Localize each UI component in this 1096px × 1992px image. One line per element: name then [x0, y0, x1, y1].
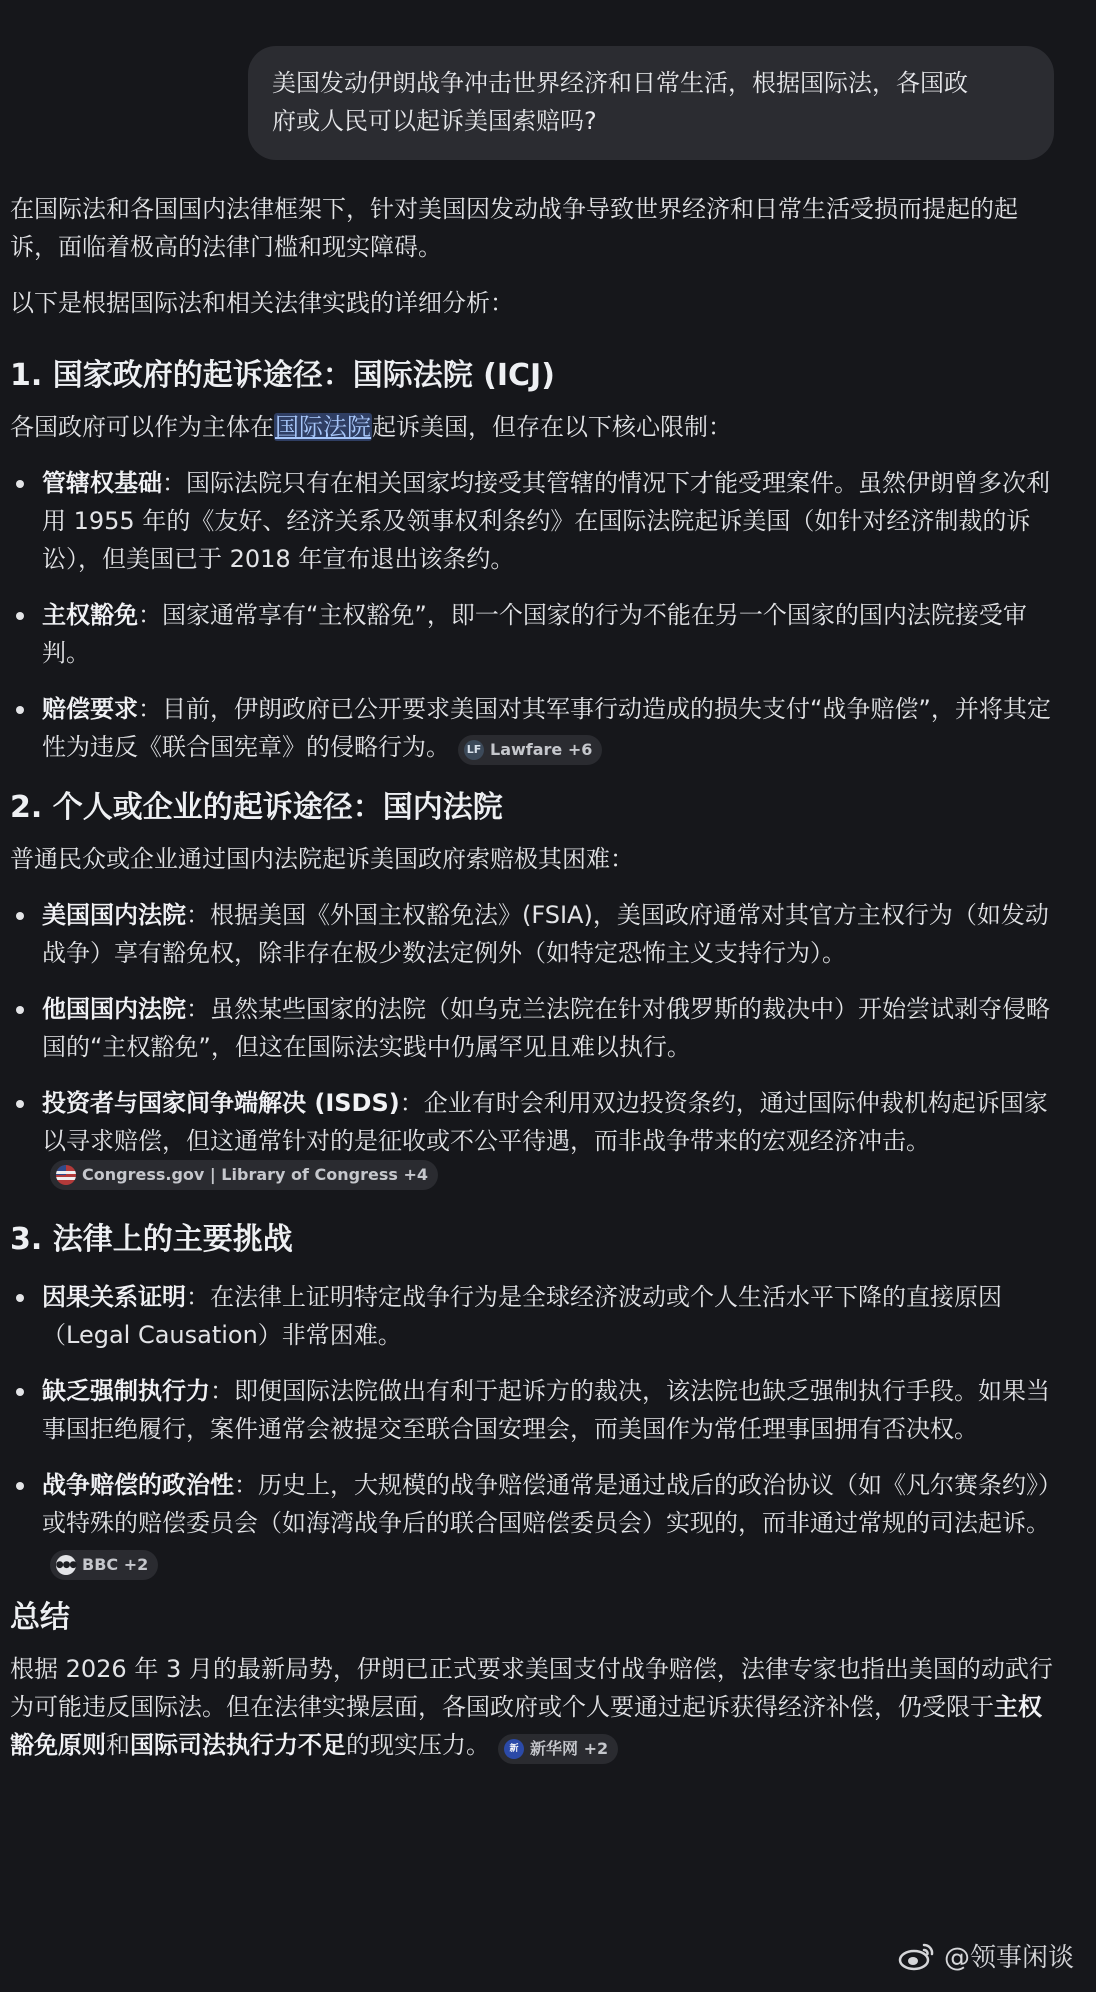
item-term: 投资者与国家间争端解决 (ISDS) [42, 1089, 400, 1117]
list-item [10, 596, 1060, 672]
item-term: 因果关系证明 [42, 1283, 186, 1311]
icj-link[interactable]: 国际法院 [275, 413, 371, 441]
summary-bold-1: 主权豁免原则 [10, 1693, 1042, 1759]
section-2-list [10, 896, 1060, 1198]
source-chip-label: 新华网 +2 [530, 1739, 609, 1758]
user-message-line-2: 府或人民可以起诉美国索赔吗? [272, 107, 597, 135]
source-chip-lawfare[interactable] [458, 735, 602, 765]
list-item [10, 990, 1060, 1066]
item-term: 他国国内法院 [42, 995, 186, 1023]
section-1-intro-before: 各国政府可以作为主体在 [10, 413, 274, 441]
item-text: ：根据美国《外国主权豁免法》(FSIA)，美国政府通常对其官方主权行为（如发动战争）享有豁免权，除非存在极少数法定例外（如特定恐怖主义支持行为）。 [42, 901, 1049, 967]
item-term: 战争赔偿的政治性 [42, 1471, 234, 1499]
source-chip-xinhua[interactable] [498, 1734, 618, 1764]
us-flag-icon [56, 1165, 76, 1185]
section-1-intro [10, 408, 1060, 446]
bbc-icon: ●●● [56, 1555, 76, 1575]
item-text: ：国际法院只有在相关国家均接受其管辖的情况下才能受理案件。虽然伊朗曾多次利用 1955 年的《友好、经济关系及领事权利条约》在国际法院起诉美国（如针对经济制裁的诉讼），但美国已于 2018 年宣布退出该条约。 [42, 469, 1050, 573]
section-2-intro: 普通民众或企业通过国内法院起诉美国政府索赔极其困难： [10, 845, 634, 873]
source-chip-label: Congress.gov | Library of Congress +4 [82, 1165, 429, 1184]
item-term: 缺乏强制执行力 [42, 1377, 210, 1405]
summary-bold-2: 国际司法执行力不足 [130, 1731, 346, 1759]
analysis-intro: 以下是根据国际法和相关法律实践的详细分析： [10, 289, 514, 317]
watermark-text: @领事闲谈 [943, 1943, 1074, 1973]
section-3-list [10, 1278, 1060, 1580]
assistant-response [10, 190, 1060, 1764]
weibo-icon [898, 1941, 936, 1971]
summary-paragraph [10, 1650, 1060, 1764]
xinhua-icon: 新 [504, 1739, 524, 1759]
section-1-intro-after: 起诉美国，但存在以下核心限制： [372, 413, 732, 441]
lawfare-icon: LF [464, 740, 484, 760]
summary-text-before: 根据 2026 年 3 月的最新局势，伊朗已正式要求美国支付战争赔偿，法律专家也指出美国的动武行为可能违反国际法。但在法律实操层面，各国政府或个人要通过起诉获得经济补偿，仍受限于 [10, 1655, 1053, 1721]
list-item [10, 464, 1060, 578]
item-text: ：国家通常享有“主权豁免”，即一个国家的行为不能在另一个国家的国内法院接受审判。 [42, 601, 1027, 667]
item-term: 管辖权基础 [42, 469, 162, 497]
source-chip-bbc[interactable] [50, 1550, 158, 1580]
user-message-line-1: 美国发动伊朗战争冲击世界经济和日常生活，根据国际法，各国政 [272, 69, 968, 97]
list-item [10, 1372, 1060, 1448]
list-item [10, 690, 1060, 766]
item-term: 美国国内法院 [42, 901, 186, 929]
source-chip-label: BBC +2 [82, 1555, 149, 1574]
item-text: ：企业有时会利用双边投资条约，通过国际仲裁机构起诉国家以寻求赔偿，但这通常针对的是征收或不公平待遇，而非战争带来的宏观经济冲击。 [42, 1089, 1048, 1155]
list-item [10, 1466, 1060, 1580]
intro-paragraph: 在国际法和各国国内法律框架下，针对美国因发动战争导致世界经济和日常生活受损而提起的起诉，面临着极高的法律门槛和现实障碍。 [10, 195, 1018, 261]
item-text: ：历史上，大规模的战争赔偿通常是通过战后的政治协议（如《凡尔赛条约》）或特殊的赔偿委员会（如海湾战争后的联合国赔偿委员会）实现的，而非通过常规的司法起诉。 [42, 1471, 1050, 1537]
item-term: 主权豁免 [42, 601, 138, 629]
item-text: ：虽然某些国家的法院（如乌克兰法院在针对俄罗斯的裁决中）开始尝试剥夺侵略国的“主权豁免”，但这在国际法实践中仍属罕见且难以执行。 [42, 995, 1050, 1061]
section-1-list [10, 464, 1060, 766]
section-1-heading: 1. 国家政府的起诉途径：国际法院 (ICJ) [10, 358, 555, 393]
section-3-heading: 3. 法律上的主要挑战 [10, 1222, 293, 1257]
user-message-bubble [248, 46, 1054, 160]
weibo-watermark [898, 1937, 1074, 1974]
list-item [10, 1084, 1060, 1198]
source-chip-congress[interactable] [50, 1160, 438, 1190]
list-item [10, 1278, 1060, 1354]
summary-text-middle: 和 [106, 1731, 130, 1759]
item-text: ：目前，伊朗政府已公开要求美国对其军事行动造成的损失支付“战争赔偿”，并将其定性为违反《联合国宪章》的侵略行为。 [42, 695, 1051, 761]
summary-text-after: 的现实压力。 [346, 1731, 490, 1759]
item-text: ：在法律上证明特定战争行为是全球经济波动或个人生活水平下降的直接原因（Legal Causation）非常困难。 [42, 1283, 1002, 1349]
item-term: 赔偿要求 [42, 695, 138, 723]
summary-heading: 总结 [10, 1600, 70, 1635]
source-chip-label: Lawfare +6 [490, 740, 593, 759]
section-2-heading: 2. 个人或企业的起诉途径：国内法院 [10, 790, 503, 825]
list-item [10, 896, 1060, 972]
item-text: ：即便国际法院做出有利于起诉方的裁决，该法院也缺乏强制执行手段。如果当事国拒绝履行，案件通常会被提交至联合国安理会，而美国作为常任理事国拥有否决权。 [42, 1377, 1050, 1443]
